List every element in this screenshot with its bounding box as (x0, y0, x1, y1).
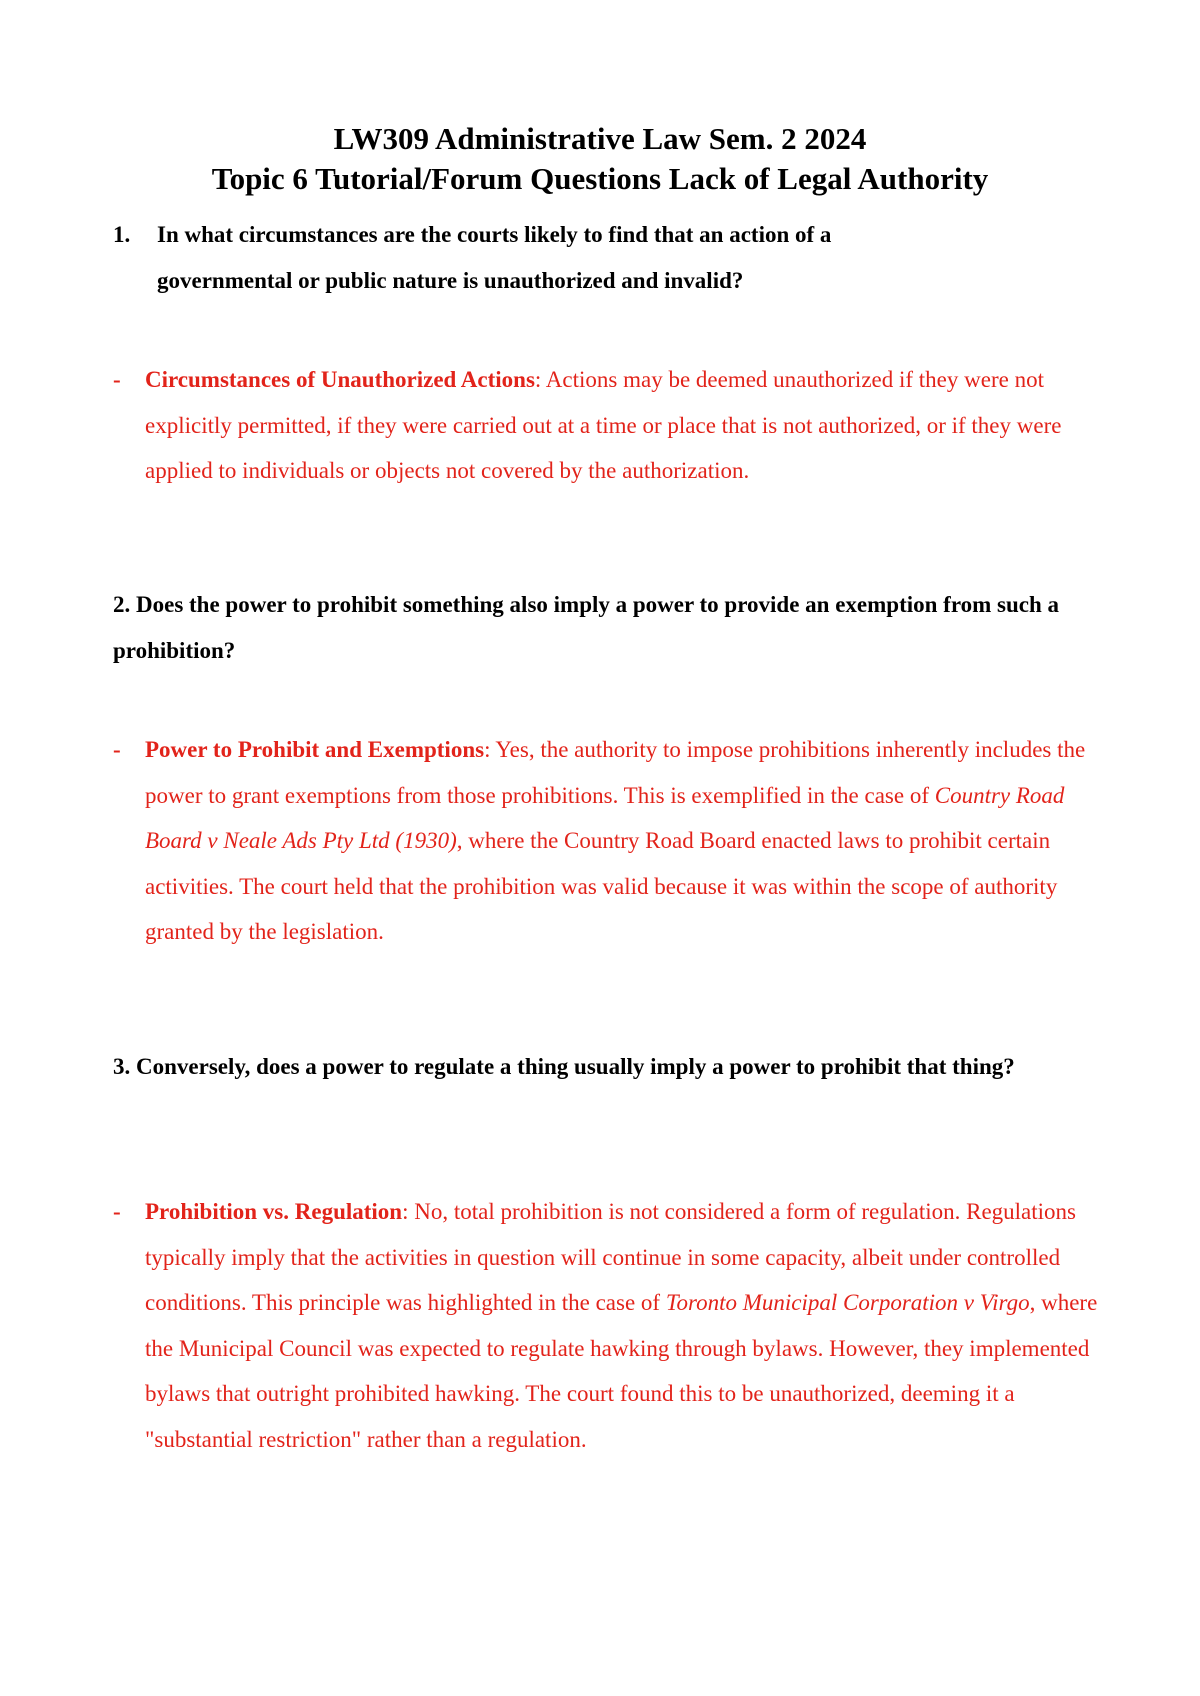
answer-2-text-before: : Yes, the authority to impose prohibitions inherently includes the power to grant exemptions from those prohibitions. This is exemplified in the case of (145, 737, 1086, 808)
question-1-number: 1. (113, 222, 131, 247)
answer-2-body (113, 727, 1098, 955)
question-1-line-2: governmental or public nature is unauthorized and invalid? (157, 267, 744, 293)
question-1-line-1: In what circumstances are the courts likely to find that an action of a (157, 222, 832, 247)
answer-3-text-before: : No, total prohibition is not considered a form of regulation. Regulations typically imply that the activities in question will continue in some capacity, albeit under controlled conditions. This principle was highlighted in the case of (145, 1199, 1077, 1315)
answer-1-text: : Actions may be deemed unauthorized if they were not explicitly permitted, if they were carried out at a time or place that is not authorized, or if they were applied to individuals or objects not covered by the authorization. (145, 367, 1062, 483)
answer-2 (113, 727, 1098, 955)
answer-3-body (113, 1189, 1098, 1462)
answer-3-case-citation: Toronto Municipal Corporation v Virgo (665, 1290, 1030, 1315)
answer-1-heading: Circumstances of Unauthorized Actions (145, 367, 535, 392)
answer-3-heading: Prohibition vs. Regulation (145, 1199, 403, 1224)
question-1 (113, 212, 1073, 303)
answer-3-text-after: , where the Municipal Council was expected to regulate hawking through bylaws. However, they implemented bylaws that outright prohibited hawking. The court found this to be unauthorized, deeming it a "substantial restriction" rather than a regulation. (145, 1290, 1098, 1452)
answer-1-bullet: - (113, 367, 121, 392)
answer-1-body (113, 357, 1098, 494)
answer-1 (113, 357, 1098, 494)
answer-3-bullet: - (113, 1199, 121, 1224)
answer-2-text-after: , where the Country Road Board enacted laws to prohibit certain activities. The court held that the prohibition was valid because it was within the scope of authority granted by the legislation. (145, 828, 1058, 944)
document-title-line-2: Topic 6 Tutorial/Forum Questions Lack of Legal Authority (211, 161, 989, 196)
question-2: 2. Does the power to prohibit something also imply a power to provide an exemption from such a prohibition? (113, 592, 1060, 663)
question-3: 3. Conversely, does a power to regulate a thing usually imply a power to prohibit that thing? (113, 1054, 1015, 1079)
answer-2-heading: Power to Prohibit and Exemptions (145, 737, 485, 762)
answer-2-bullet: - (113, 737, 121, 762)
answer-3 (113, 1189, 1098, 1462)
answer-2-case-citation: Country Road Board v Neale Ads Pty Ltd (1930) (145, 782, 1065, 853)
document-title-line-1: LW309 Administrative Law Sem. 2 2024 (333, 121, 867, 156)
